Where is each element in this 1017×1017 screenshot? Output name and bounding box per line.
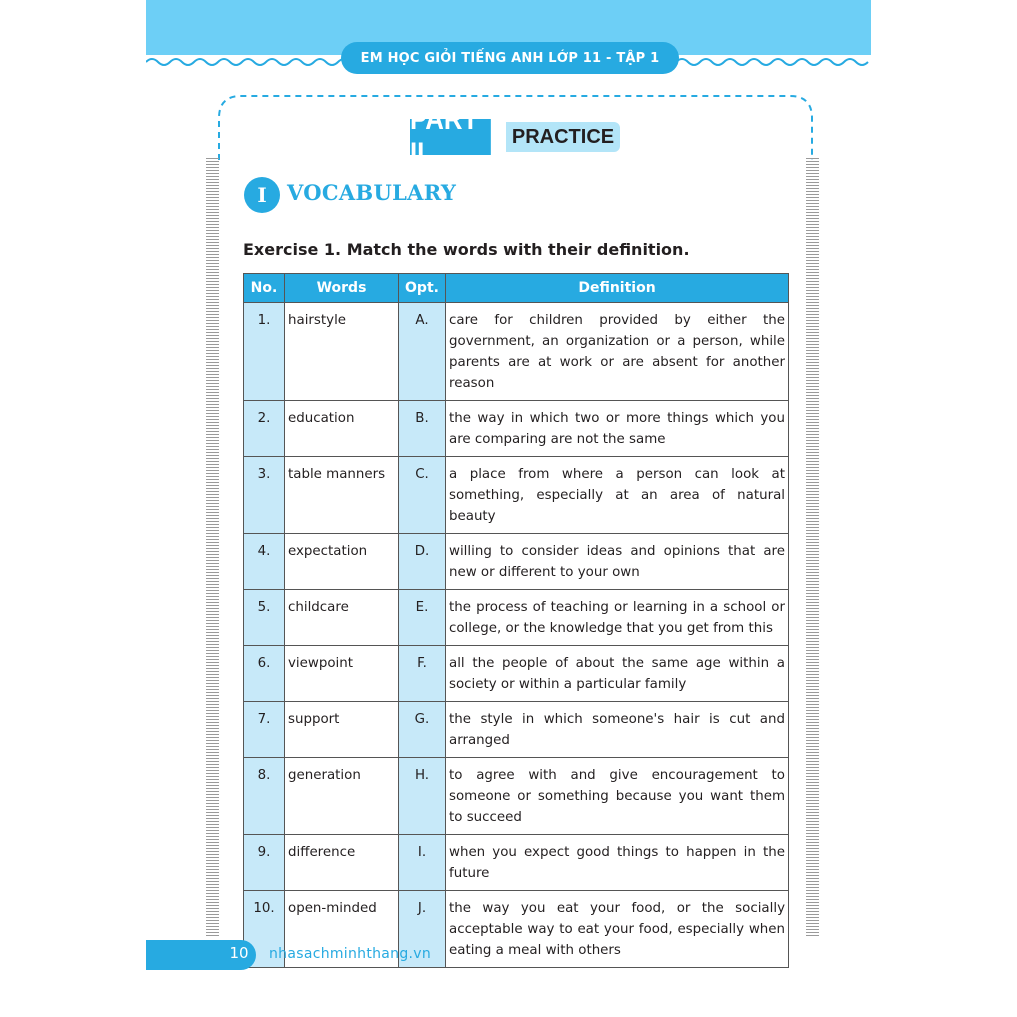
table-row: [244, 534, 789, 590]
table-row: [244, 646, 789, 702]
table-row: [244, 303, 789, 401]
left-margin-rule: [206, 158, 219, 938]
table-row: [244, 835, 789, 891]
cell-no: 4.: [244, 534, 285, 590]
cell-opt: J.: [399, 891, 446, 968]
part-heading: [410, 103, 620, 170]
header-definition: Definition: [446, 274, 789, 303]
cell-word: education: [285, 401, 399, 457]
section-title: VOCABULARY: [287, 180, 457, 205]
cell-opt: A.: [399, 303, 446, 401]
cell-definition: a place from where a person can look at something, especially at an area of natural beauty: [446, 457, 789, 534]
cell-opt: D.: [399, 534, 446, 590]
cell-no: 7.: [244, 702, 285, 758]
table-row: [244, 457, 789, 534]
cell-word: open-minded: [285, 891, 399, 968]
cell-no: 9.: [244, 835, 285, 891]
cell-word: table manners: [285, 457, 399, 534]
book-title-banner: EM HỌC GIỎI TIẾNG ANH LỚP 11 - TẬP 1: [341, 42, 679, 74]
cell-definition: all the people of about the same age within a society or within a particular family: [446, 646, 789, 702]
right-margin-rule: [806, 158, 819, 938]
page-number: 10: [229, 944, 249, 962]
cell-opt: F.: [399, 646, 446, 702]
cell-no: 2.: [244, 401, 285, 457]
table-body: [244, 303, 789, 968]
header-words: Words: [285, 274, 399, 303]
cell-no: 3.: [244, 457, 285, 534]
cell-word: generation: [285, 758, 399, 835]
table-row: [244, 590, 789, 646]
exercise-title: Exercise 1. Match the words with their definition.: [243, 240, 690, 259]
header-no: No.: [244, 274, 285, 303]
cell-definition: the style in which someone's hair is cut and arranged: [446, 702, 789, 758]
cell-definition: the way in which two or more things which you are comparing are not the same: [446, 401, 789, 457]
cell-word: support: [285, 702, 399, 758]
table-row: [244, 401, 789, 457]
cell-word: viewpoint: [285, 646, 399, 702]
header-opt: Opt.: [399, 274, 446, 303]
cell-definition: care for children provided by either the government, an organization or a person, while parents are at work or are absent for another reason: [446, 303, 789, 401]
cell-word: hairstyle: [285, 303, 399, 401]
cell-opt: G.: [399, 702, 446, 758]
cell-no: 8.: [244, 758, 285, 835]
cell-word: childcare: [285, 590, 399, 646]
cell-no: 1.: [244, 303, 285, 401]
cell-definition: to agree with and give encouragement to someone or something because you want them to succeed: [446, 758, 789, 835]
cell-word: expectation: [285, 534, 399, 590]
cell-no: 6.: [244, 646, 285, 702]
table-header-row: [244, 274, 789, 303]
publisher-website: nhasachminhthang.vn: [269, 946, 432, 962]
part-name: PRACTICE: [506, 122, 620, 152]
table-row: [244, 702, 789, 758]
cell-word: difference: [285, 835, 399, 891]
cell-opt: H.: [399, 758, 446, 835]
vocabulary-table: [243, 273, 789, 968]
cell-definition: the process of teaching or learning in a school or college, or the knowledge that you get from this: [446, 590, 789, 646]
cell-definition: willing to consider ideas and opinions that are new or different to your own: [446, 534, 789, 590]
cell-opt: I.: [399, 835, 446, 891]
cell-no: 5.: [244, 590, 285, 646]
section-numeral-badge: I: [244, 177, 280, 213]
cell-opt: B.: [399, 401, 446, 457]
cell-no: 10.: [244, 891, 285, 968]
cell-opt: C.: [399, 457, 446, 534]
cell-definition: the way you eat your food, or the socially acceptable way to eat your food, especially when eating a meal with others: [446, 891, 789, 968]
part-number: PART II: [410, 119, 491, 155]
cell-opt: E.: [399, 590, 446, 646]
cell-definition: when you expect good things to happen in the future: [446, 835, 789, 891]
table-row: [244, 758, 789, 835]
